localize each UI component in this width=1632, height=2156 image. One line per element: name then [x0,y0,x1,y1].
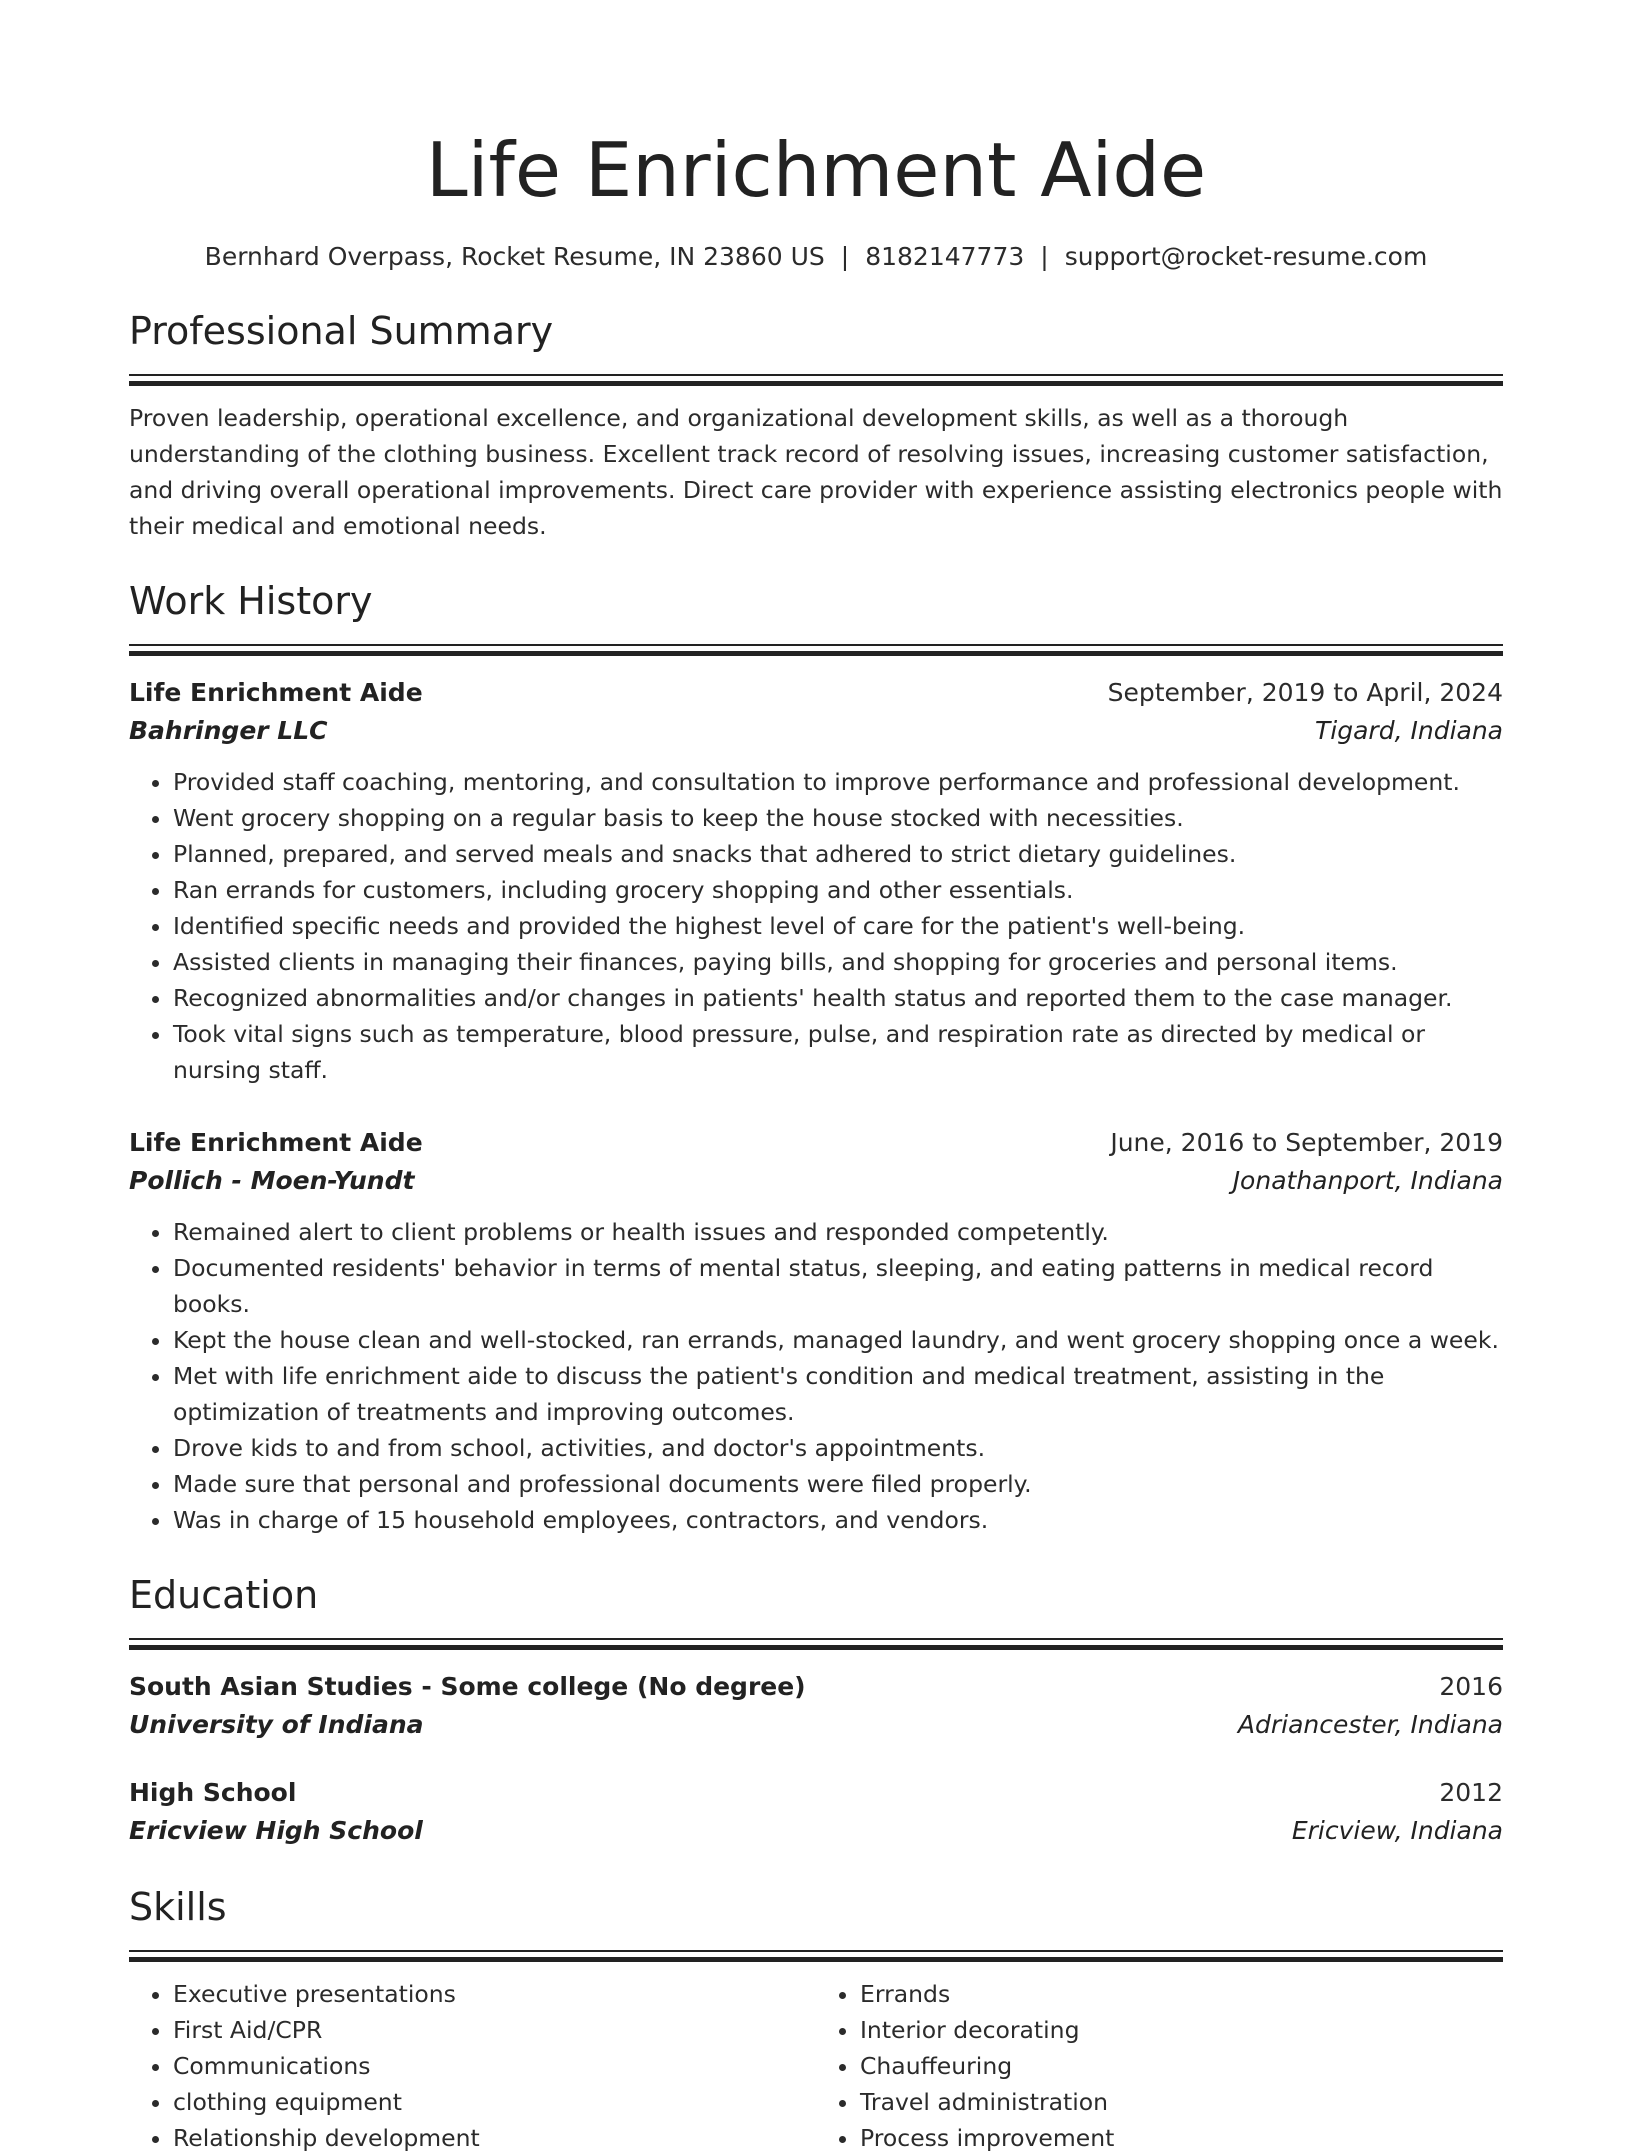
list-item: • Identified specific needs and provided the highest level of care for the patient's well-being. [173,908,1503,944]
job-bullets [129,1214,1503,1538]
skill-item: • Chauffeuring [860,2048,1503,2084]
skills-columns [129,1976,1503,2156]
job-title: Life Enrichment Aide [129,678,423,707]
job-company: Bahringer LLC [129,716,328,745]
job-dates: September, 2019 to April, 2024 [1107,678,1503,707]
list-item: • Recognized abnormalities and/or changes in patients' health status and reported them to the case manager. [173,980,1503,1016]
list-item: • Planned, prepared, and served meals and snacks that adhered to strict dietary guidelines. [173,836,1503,872]
job-location: Tigard, Indiana [1315,716,1503,745]
section-divider [129,1950,1503,1962]
list-item: • Met with life enrichment aide to discuss the patient's condition and medical treatment, assisting in the optimization of treatments and improving outcomes. [173,1358,1503,1430]
skill-item: • clothing equipment [173,2084,816,2120]
skill-item: • Interior decorating [860,2012,1503,2048]
contact-address: Bernhard Overpass, Rocket Resume, IN 23860 US [204,242,825,271]
job-location: Jonathanport, Indiana [1232,1166,1503,1195]
skill-item: • Process improvement [860,2120,1503,2156]
education-location: Ericview, Indiana [1291,1816,1503,1845]
list-item: • Assisted clients in managing their finances, paying bills, and shopping for groceries and personal items. [173,944,1503,980]
summary-heading: Professional Summary [129,309,554,353]
skills-right-column [816,1976,1503,2156]
summary-text: Proven leadership, operational excellence, and organizational development skills, as well as a thorough understanding of the clothing business. Excellent track record of resolving issues, increasing customer satisfaction, and driving overall operational improvements. Direct care provider with experience assisting electronics people with their medical and emotional needs. [129,404,1503,540]
candidate-name: Life Enrichment Aide [425,126,1207,214]
work-history-section [129,576,1503,1538]
skills-section [129,1882,1503,2156]
contact-line [129,240,1503,274]
education-year: 2012 [1439,1778,1503,1807]
list-item: • Remained alert to client problems or health issues and responded competently. [173,1214,1503,1250]
education-heading: Education [129,1573,319,1617]
work-history-heading: Work History [129,579,373,623]
section-divider [129,1638,1503,1650]
job-bullets [129,764,1503,1088]
job-dates: June, 2016 to September, 2019 [1110,1128,1503,1157]
education-school: University of Indiana [129,1710,424,1739]
skill-item: • Communications [173,2048,816,2084]
job-company: Pollich - Moen-Yundt [129,1166,415,1195]
list-item: • Provided staff coaching, mentoring, and consultation to improve performance and professional development. [173,764,1503,800]
list-item: • Ran errands for customers, including grocery shopping and other essentials. [173,872,1503,908]
skills-left-column [129,1976,816,2156]
skill-item: • Relationship development [173,2120,816,2156]
section-divider [129,644,1503,656]
contact-phone: 8182147773 [865,242,1025,271]
list-item: • Drove kids to and from school, activities, and doctor's appointments. [173,1430,1503,1466]
contact-separator: | [1040,242,1049,271]
education-degree: High School [129,1778,297,1807]
education-entry [129,1774,1503,1850]
education-year: 2016 [1439,1672,1503,1701]
section-divider [129,374,1503,386]
list-item: • Took vital signs such as temperature, blood pressure, pulse, and respiration rate as directed by medical or nursing staff. [173,1016,1503,1088]
education-school: Ericview High School [129,1816,423,1845]
job-entry [129,674,1503,1088]
summary-section [129,306,1503,544]
list-item: • Kept the house clean and well-stocked, ran errands, managed laundry, and went grocery shopping once a week. [173,1322,1503,1358]
education-section [129,1570,1503,1850]
skill-item: • Errands [860,1976,1503,2012]
job-title: Life Enrichment Aide [129,1128,423,1157]
list-item: • Went grocery shopping on a regular basis to keep the house stocked with necessities. [173,800,1503,836]
education-degree: South Asian Studies - Some college (No degree) [129,1672,806,1701]
skill-item: • Travel administration [860,2084,1503,2120]
list-item: • Was in charge of 15 household employees, contractors, and vendors. [173,1502,1503,1538]
contact-email: support@rocket-resume.com [1064,242,1428,271]
education-location: Adriancester, Indiana [1237,1710,1503,1739]
education-entry [129,1668,1503,1744]
skill-item: • Executive presentations [173,1976,816,2012]
list-item: • Documented residents' behavior in terms of mental status, sleeping, and eating patterns in medical record books. [173,1250,1503,1322]
contact-separator: | [840,242,850,271]
job-entry [129,1124,1503,1538]
skill-item: • First Aid/CPR [173,2012,816,2048]
list-item: • Made sure that personal and professional documents were filed properly. [173,1466,1503,1502]
skills-heading: Skills [129,1885,227,1929]
